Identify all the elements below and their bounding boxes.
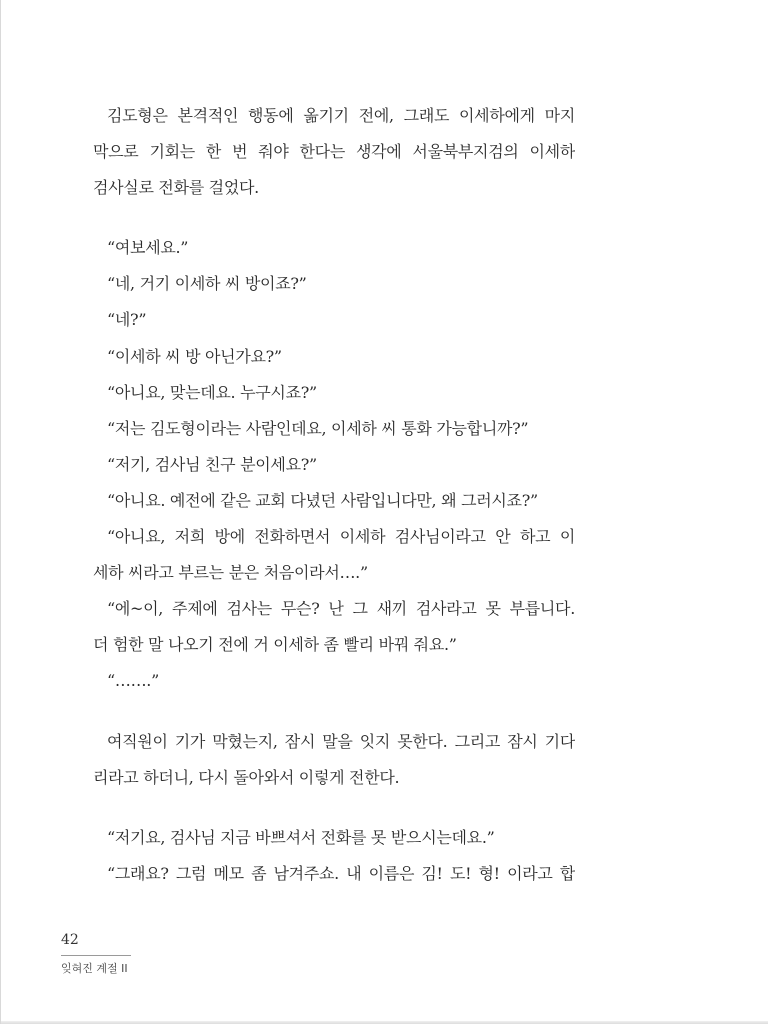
text-line: “여보세요.” — [107, 238, 189, 258]
text-line: “이세하 씨 방 아닌가요?” — [107, 346, 282, 366]
body-text — [93, 98, 575, 892]
text-line: “아니요, 맞는데요. 누구시죠?” — [107, 382, 317, 402]
text-line: “저는 김도형이라는 사람인데요, 이세하 씨 통화 가능합니까?” — [107, 418, 529, 438]
text-line: 세하 씨라고 부르는 분은 처음이라서….” — [93, 563, 368, 583]
text-line: 리라고 하더니, 다시 돌아와서 이렇게 전한다. — [93, 767, 400, 787]
text-line: 막으로 기회는 한 번 줘야 한다는 생각에 서울북부지검의 이세하 — [93, 142, 575, 162]
paragraph-narration-1 — [93, 98, 575, 206]
footer-divider — [61, 955, 131, 956]
text-line: “저기요, 검사님 지금 바쁘셔서 전화를 못 받으시는데요.” — [107, 827, 495, 847]
paragraph-gap — [93, 700, 575, 724]
text-line: “네, 거기 이세하 씨 방이죠?” — [107, 274, 307, 294]
text-line: “저기, 검사님 친구 분이세요?” — [107, 454, 317, 474]
paragraph-dialogue-1 — [93, 230, 575, 699]
text-line: 더 험한 말 나오기 전에 거 이세하 좀 빨리 바꿔 줘요.” — [93, 635, 457, 655]
text-line: 김도형은 본격적인 행동에 옮기기 전에, 그래도 이세하에게 마지 — [107, 106, 575, 125]
text-line: 여직원이 기가 막혔는지, 잠시 말을 잇지 못한다. 그리고 잠시 기다 — [107, 731, 575, 751]
text-line: “아니요, 저희 방에 전화하면서 이세하 검사님이라고 안 하고 이 — [107, 527, 575, 547]
paragraph-dialogue-2 — [93, 820, 575, 892]
text-line: “그래요? 그럼 메모 좀 남겨주쇼. 내 이름은 김! 도! 형! 이라고 합 — [107, 863, 575, 883]
running-footer-title: 잊혀진 계절 II — [61, 962, 128, 975]
paragraph-gap — [93, 206, 575, 230]
paragraph-narration-2 — [93, 724, 575, 796]
paragraph-gap — [93, 796, 575, 820]
text-line: “아니요. 예전에 같은 교회 다녔던 사람입니다만, 왜 그러시죠?” — [107, 490, 538, 510]
text-line: “네?” — [107, 310, 147, 330]
text-line: “에~이, 주제에 검사는 무슨? 난 그 새끼 검사라고 못 부릅니다. — [107, 599, 575, 619]
page-number: 42 — [61, 932, 79, 948]
text-line: “…….” — [107, 671, 159, 691]
text-line: 검사실로 전화를 걸었다. — [93, 178, 259, 198]
